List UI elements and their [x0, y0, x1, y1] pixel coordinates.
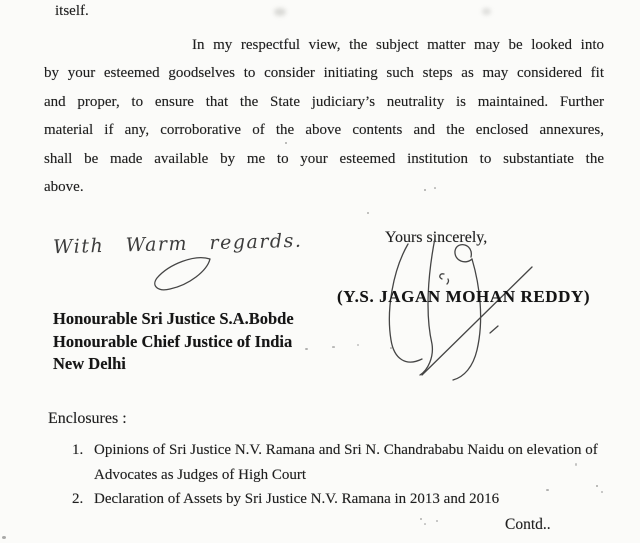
enclosure-item-2	[72, 487, 598, 512]
scan-speckle	[601, 491, 603, 493]
scan-speckle	[436, 520, 438, 522]
enclosures-heading: Enclosures :	[48, 410, 127, 427]
scan-speckle	[546, 489, 549, 491]
handwriting-flourish	[151, 255, 215, 293]
paragraph-end-word: itself.	[55, 3, 89, 19]
enclosure-item-2-text	[94, 487, 499, 512]
scan-speckle	[575, 463, 577, 466]
addressee-line-2: Honourable Chief Justice of India	[53, 331, 293, 351]
scan-speckle	[434, 187, 436, 189]
scan-speckle	[357, 344, 359, 346]
scan-speckle	[424, 189, 426, 191]
enclosure-item-2-number: 2.	[72, 491, 84, 507]
body-line-2: by your esteemed goodselves to consider initiating such steps as may considered fit	[44, 65, 604, 82]
enclosure-item-1-number: 1.	[72, 442, 84, 458]
enclosures-list	[72, 438, 598, 512]
addressee-line-3: New Delhi	[53, 354, 126, 374]
body-line-5: shall be made available by me to your esteemed institution to substantiate the	[44, 150, 604, 167]
addressee-block	[53, 308, 294, 376]
enclosure-item-1-line-2: Advocates as Judges of High Court	[94, 466, 307, 483]
enclosure-item-2-line-1: Declaration of Assets by Sri Justice N.V. Ramana in 2013 and 2016	[94, 491, 500, 507]
scan-speckle	[420, 518, 422, 520]
scan-smudge	[274, 8, 286, 16]
scan-speckle	[2, 536, 6, 539]
scan-speckle	[596, 485, 598, 487]
handwritten-regards-note: With Warm regards.	[52, 229, 303, 259]
addressee-line-1: Honourable Sri Justice S.A.Bobde	[53, 309, 294, 328]
body-line-4: material if any, corroborative of the above contents and the enclosed annexures,	[44, 122, 604, 139]
scan-speckle	[390, 347, 392, 349]
continuation-note: Contd..	[505, 516, 551, 533]
body-line-6: above.	[44, 179, 84, 196]
signatory-name: (Y.S. JAGAN MOHAN REDDY)	[337, 287, 591, 306]
enclosure-item-1-text	[94, 438, 598, 487]
enclosure-item-1	[72, 438, 598, 487]
body-line-1: In my respectful view, the subject matter may be looked into	[192, 37, 604, 53]
scan-speckle	[305, 348, 308, 350]
body-line-3: and proper, to ensure that the State judiciary’s neutrality is maintained. Further	[44, 93, 604, 110]
body-paragraph	[44, 31, 604, 201]
enclosure-item-1-line-1: Opinions of Sri Justice N.V. Ramana and Sri N. Chandrababu Naidu on elevation of	[94, 442, 598, 458]
scan-speckle	[285, 142, 287, 144]
scan-speckle	[367, 212, 369, 214]
scan-smudge	[482, 8, 491, 15]
scan-speckle	[332, 346, 335, 348]
scan-speckle	[424, 523, 426, 525]
valediction: Yours sincerely,	[385, 229, 488, 246]
